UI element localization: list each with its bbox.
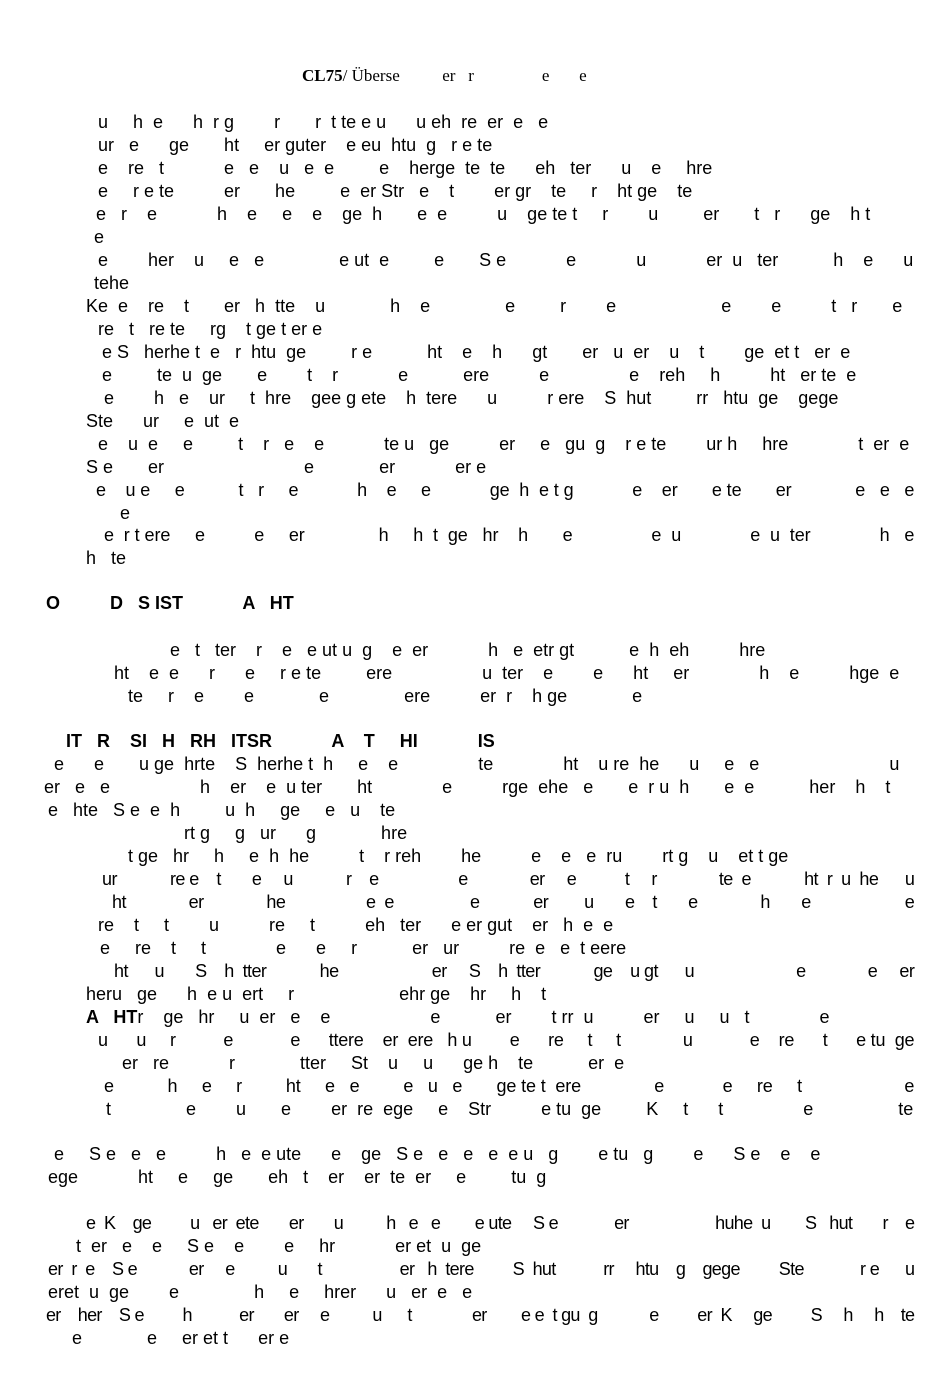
paragraph-line: e r e te er he e er Str e t er gr te r ht ge te bbox=[98, 181, 693, 201]
paragraph-line: e K ge u er ete er u h e e e ute S e er huhe u S hut r e bbox=[86, 1213, 915, 1233]
paragraph-text: r ge hr u er e e e er t rr u er u u t e bbox=[137, 1007, 830, 1027]
paragraph-line: u u r e e ttere er ere h u e re t t u e re t e tu ge bbox=[98, 1030, 915, 1050]
paragraph-line: e r t ere e e er h h t ge hr h e e u e u ter h e bbox=[104, 525, 915, 545]
paragraph-line: ht er he e e e er u e t e h e e bbox=[112, 892, 915, 912]
section-heading: O D S IST A HT bbox=[46, 593, 294, 613]
paragraph-line: rt g g ur g hre bbox=[184, 823, 408, 843]
achtung-label: A HT bbox=[86, 1007, 138, 1027]
paragraph-line: er re r tter St u u ge h te er e bbox=[122, 1053, 625, 1073]
paragraph-line: e h e r ht e e e u e ge te t ere e e re t e bbox=[104, 1076, 915, 1096]
paragraph-line: ht e e r e r e te ere u ter e e ht er h e hge e bbox=[114, 663, 900, 683]
paragraph-line: u h e h r g r r t te e u u eh re er e e bbox=[98, 112, 549, 132]
paragraph-line: h te bbox=[86, 548, 127, 568]
paragraph-line: tehe bbox=[94, 273, 130, 293]
paragraph-line: ht u S h tter he er S h tter ge u gt u e e er bbox=[114, 961, 915, 981]
paragraph-line: ege ht e ge eh t er er te er e tu g bbox=[48, 1167, 547, 1187]
paragraph-line: e bbox=[94, 227, 105, 247]
paragraph-line: e u e e t r e h e e ge h e t g e er e te er e e e bbox=[96, 480, 915, 500]
paragraph-line: e S e e e h e e ute e ge S e e e e e u g e tu g e S e e e bbox=[54, 1144, 821, 1164]
paragraph-line: eret u ge e h e hrer u er e e bbox=[48, 1282, 473, 1302]
paragraph-line: er her S e h er er e u t er e e t gu g e er K ge S h h te bbox=[46, 1305, 915, 1325]
paragraph-line: e h e ur t hre gee g ete h tere u r ere S hut rr htu ge gege bbox=[104, 388, 839, 408]
paragraph-line: ur e ge ht er guter e eu htu g r e te bbox=[98, 135, 493, 155]
paragraph-line: t er e e S e e e hr er et u ge bbox=[76, 1236, 482, 1256]
paragraph-line: t e u e er re ege e Str e tu ge K t t e te bbox=[106, 1099, 914, 1119]
paragraph-line: er r e S e er e u t er h tere S hut rr htu g gege Ste r e u bbox=[48, 1259, 915, 1279]
paragraph-line: e u e e t r e e te u ge er e gu g r e te ur h hre t er e bbox=[98, 434, 910, 454]
paragraph-line: e r e h e e e ge h e e u ge te t r u er t r ge h t bbox=[96, 204, 871, 224]
paragraph-line: re t re te rg t ge t er e bbox=[98, 319, 323, 339]
paragraph-line: e e er et t er e bbox=[72, 1328, 290, 1348]
paragraph-line: e bbox=[120, 503, 131, 523]
title-rest: / Überse er r e e bbox=[342, 66, 587, 85]
paragraph-line: Ste ur e ut e bbox=[86, 411, 240, 431]
paragraph-line: e re t e e u e e e herge te te eh ter u e hre bbox=[98, 158, 713, 178]
paragraph-line: e hte S e e h u h ge e u te bbox=[48, 800, 396, 820]
page-title bbox=[302, 66, 587, 86]
paragraph-line: te r e e e ere er r h ge e bbox=[128, 686, 643, 706]
paragraph-line: e e u ge hrte S herhe t h e e te ht u re he u e e u bbox=[54, 754, 900, 774]
paragraph-line: e her u e e e ut e e S e e u er u ter h e u bbox=[98, 250, 914, 270]
paragraph-line: re t t u re t eh ter e er gut er h e e bbox=[98, 915, 614, 935]
paragraph-line: e t ter r e e ut u g e er h e etr gt e h eh hre bbox=[170, 640, 766, 660]
document-code: CL75 bbox=[302, 66, 343, 85]
paragraph-line bbox=[86, 1006, 830, 1028]
section-heading: IT R SI H RH ITSR A T HI IS bbox=[66, 731, 495, 751]
paragraph-line: Ke e re t er h tte u h e e r e e e t r e bbox=[86, 296, 903, 316]
paragraph-line: t ge hr h e h he t r reh he e e e ru rt g u et t ge bbox=[128, 846, 789, 866]
paragraph-line: e S herhe t e r htu ge r e ht e h gt er u er u t ge et t er e bbox=[102, 342, 851, 362]
paragraph-line: er e e h er e u ter ht e rge ehe e e r u h e e her h t bbox=[44, 777, 891, 797]
paragraph-line: e re t t e e r er ur re e e t eere bbox=[100, 938, 627, 958]
paragraph-line: S e er e er er e bbox=[86, 457, 487, 477]
paragraph-line: e te u ge e t r e ere e e reh h ht er te e bbox=[102, 365, 857, 385]
paragraph-line: heru ge h e u ert r ehr ge hr h t bbox=[86, 984, 547, 1004]
paragraph-line: ur re e t e u r e e er e t r te e ht r u he u bbox=[102, 869, 915, 889]
